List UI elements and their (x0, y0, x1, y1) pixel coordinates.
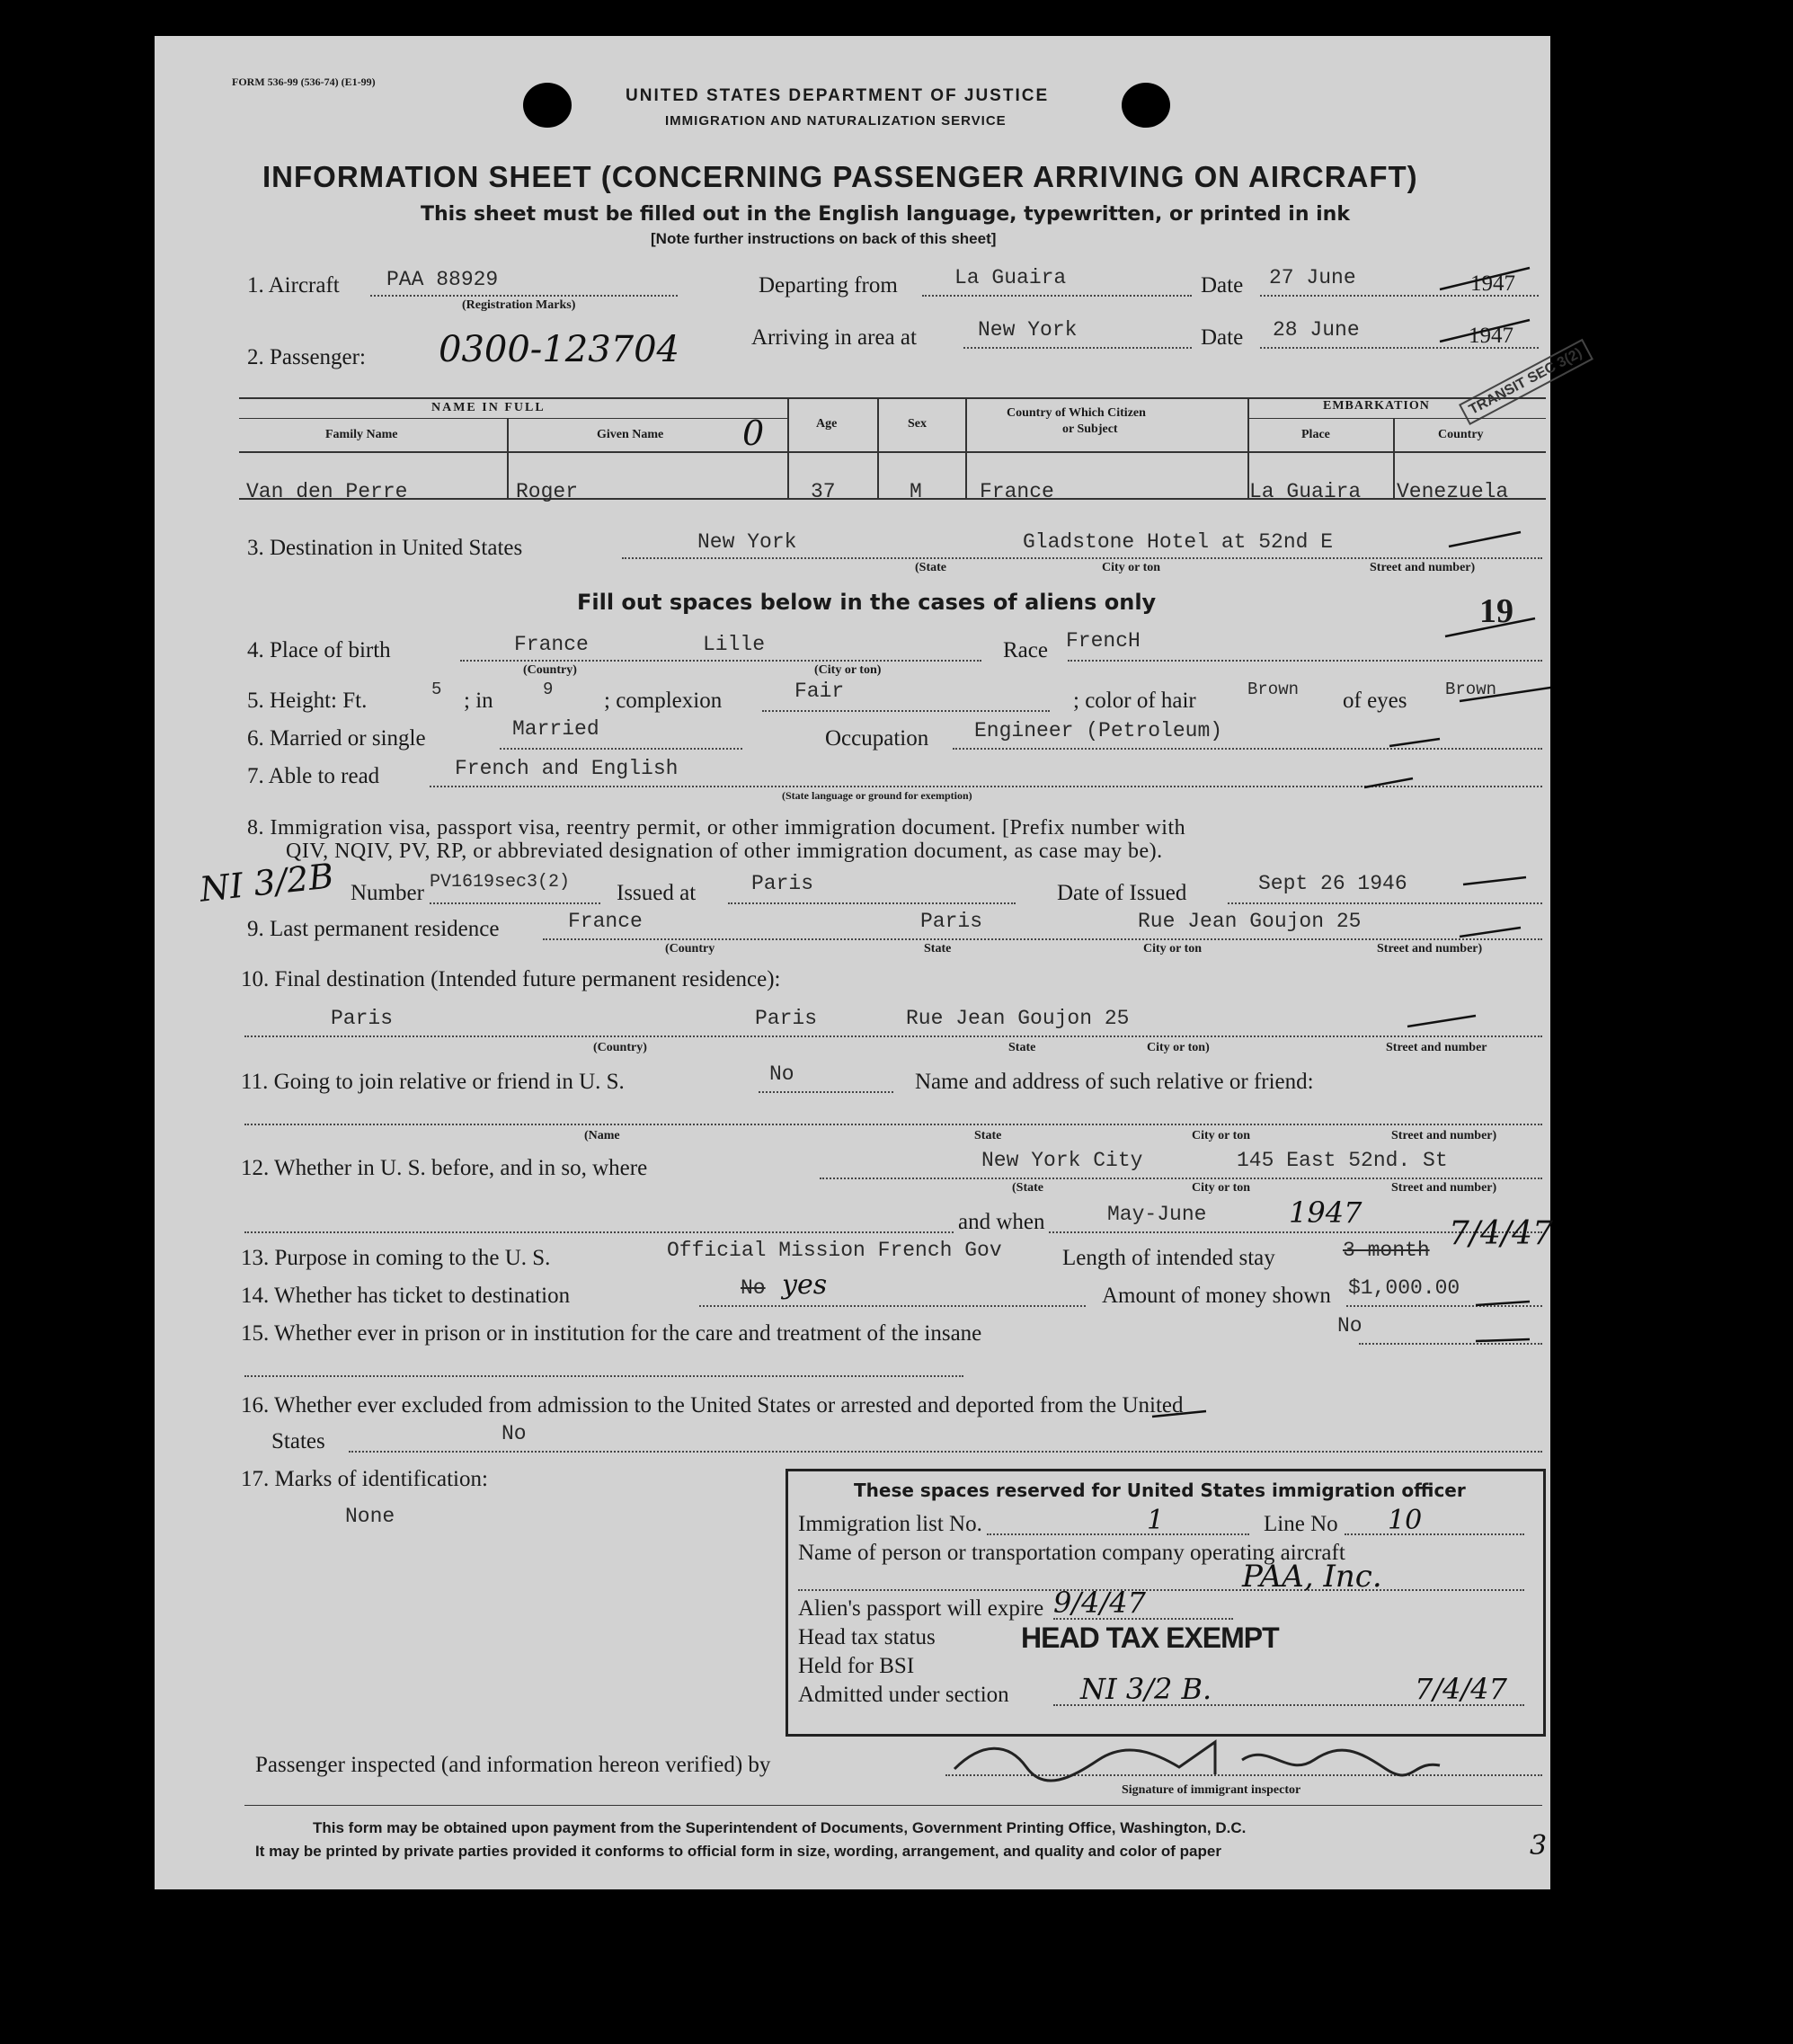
caption-relative-state: State (974, 1129, 1002, 1142)
label-arrive-date: Date (1201, 325, 1244, 350)
label-excluded-1: 16. Whether ever excluded from admission to the United States or arrested and deported from the United (241, 1393, 1184, 1417)
header-name-in-full: NAME IN FULL (431, 401, 546, 414)
header-age: Age (816, 417, 838, 431)
corner-mark: 3 (1530, 1830, 1548, 1862)
value-height-in: 9 (543, 680, 554, 699)
value-prison: No (1337, 1314, 1363, 1337)
label-race: Race (1003, 638, 1048, 662)
value-before-year-hand: 1947 (1289, 1195, 1363, 1230)
caption-before-state: (State (1012, 1181, 1043, 1195)
sheet-number: 19 (1479, 592, 1513, 630)
value-ticket: No (741, 1276, 766, 1300)
label-complexion: ; complexion (604, 689, 723, 713)
header-or-subject: or Subject (1062, 422, 1118, 436)
caption-last-street: Street and number) (1377, 942, 1483, 955)
transit-stamp: TRANSIT SEC 3(2) (1459, 339, 1593, 425)
value-admitted-date: 7/4/47 (1415, 1672, 1507, 1706)
label-whether-before: 12. Whether in U. S. before, and in so, where (241, 1156, 648, 1180)
value-depart-date: 27 June (1269, 266, 1356, 289)
value-citizen-of: France (980, 480, 1054, 503)
caption-last-state: State (924, 942, 952, 955)
label-issued-at: Issued at (617, 881, 697, 905)
caption-dest-street: Street and number) (1370, 561, 1476, 574)
information-sheet (155, 36, 1585, 1889)
label-hair: ; color of hair (1073, 689, 1196, 713)
value-stay-length: 3 month (1343, 1239, 1430, 1262)
form-instructions: This sheet must be filled out in the English language, typewritten, or printed in ink (421, 203, 1350, 226)
label-aircraft: 1. Aircraft (247, 273, 340, 298)
label-purpose: 13. Purpose in coming to the U. S. (241, 1246, 551, 1270)
header-place: Place (1301, 428, 1330, 441)
caption-relative-city: City or ton (1192, 1129, 1251, 1142)
label-and-when: and when (954, 1210, 1049, 1235)
value-height-ft: 5 (431, 680, 442, 699)
value-marital: Married (512, 717, 599, 741)
value-admitted-section: NI 3/2 B. (1080, 1672, 1212, 1706)
label-immigration-visa-1: 8. Immigration visa, passport visa, reentry permit, or other immigration document. [Prefix number with (247, 816, 1186, 840)
label-admitted-under: Admitted under section (798, 1683, 1009, 1707)
service-name: IMMIGRATION AND NATURALIZATION SERVICE (665, 113, 1007, 129)
value-list-no: 1 (1147, 1505, 1165, 1536)
header-country-citizen: Country of Which Citizen (1007, 406, 1146, 420)
caption-final-street: Street and number (1386, 1041, 1487, 1054)
value-before-street: 145 East 52nd. St (1237, 1149, 1448, 1172)
handwritten-section-note: NI 3/2B (198, 856, 336, 910)
value-money: $1,000.00 (1348, 1276, 1460, 1300)
value-complexion: Fair (794, 680, 845, 703)
agency-name: UNITED STATES DEPARTMENT OF JUSTICE (626, 86, 1050, 105)
caption-before-city: City or ton (1192, 1181, 1251, 1195)
form-title: INFORMATION SHEET (CONCERNING PASSENGER ARRIVING ON AIRCRAFT) (262, 160, 1418, 193)
value-arrive-year: 1947 (1469, 324, 1513, 348)
label-immigration-list: Immigration list No. (798, 1512, 982, 1536)
value-excluded: No (502, 1422, 527, 1445)
header-country: Country (1438, 428, 1484, 441)
aliens-only-heading: Fill out spaces below in the cases of aliens only (577, 590, 1157, 615)
header-family-name: Family Name (325, 428, 398, 441)
header-embarkation: EMBARKATION (1323, 399, 1430, 413)
label-prison: 15. Whether ever in prison or in institution for the care and treatment of the insane (241, 1321, 982, 1346)
label-final-destination: 10. Final destination (Intended future permanent residence): (241, 967, 781, 991)
value-race: FrencH (1066, 629, 1141, 653)
footer-line-2: It may be printed by private parties provided it conforms to official form in size, wording, arrangement, and quality and color of paper (255, 1843, 1221, 1860)
value-final-state: Paris (755, 1007, 818, 1030)
label-registration-marks: (Registration Marks) (462, 298, 576, 312)
value-sex: M (910, 480, 922, 503)
label-passport-expire: Alien's passport will expire (798, 1596, 1044, 1621)
label-able-to-read: 7. Able to read (247, 764, 380, 788)
value-given-name: Roger (516, 480, 579, 503)
value-ticket-hand: yes (782, 1269, 828, 1301)
value-depart-year: 1947 (1470, 271, 1515, 296)
caption-dest-state: (State (915, 561, 946, 574)
value-birth-city: Lille (703, 633, 766, 656)
label-ticket: 14. Whether has ticket to destination (241, 1284, 571, 1308)
value-last-city: Paris (920, 910, 983, 933)
label-inspected: Passenger inspected (and information hereon verified) by (255, 1753, 771, 1777)
value-last-country: France (568, 910, 643, 933)
value-final-street: Rue Jean Goujon 25 (906, 1007, 1130, 1030)
caption-birth-country: (Country) (523, 663, 577, 677)
value-hair: Brown (1247, 680, 1300, 699)
caption-dest-city: City or ton (1102, 561, 1161, 574)
value-occupation: Engineer (Petroleum) (974, 719, 1223, 742)
value-final-country: Paris (331, 1007, 394, 1030)
pen-strokes (155, 36, 1550, 1889)
label-arriving-area: Arriving in area at (751, 325, 917, 350)
form-number: FORM 536-99 (536-74) (E1-99) (232, 76, 376, 88)
officer-box-header: These spaces reserved for United States immigration officer (854, 1480, 1466, 1501)
caption-final-city: City or ton) (1147, 1041, 1210, 1054)
value-join-relative: No (769, 1062, 794, 1086)
value-dest-street: Gladstone Hotel at 52nd E (1023, 530, 1334, 554)
label-married: 6. Married or single (247, 726, 426, 751)
value-arrive-date: 28 June (1273, 318, 1360, 342)
value-eyes: Brown (1445, 680, 1497, 699)
label-held-bsi: Held for BSI (798, 1654, 915, 1678)
caption-last-country: (Country (665, 942, 715, 955)
label-occupation: Occupation (825, 726, 929, 751)
label-height-in: ; in (464, 689, 493, 713)
value-before-when: May-June (1107, 1203, 1207, 1226)
form-note: [Note further instructions on back of this sheet] (651, 230, 997, 247)
value-last-street: Rue Jean Goujon 25 (1138, 910, 1362, 933)
value-issued-at: Paris (751, 872, 814, 895)
value-marks: None (345, 1505, 395, 1528)
value-passenger-number: 0300-123704 (439, 329, 680, 370)
value-family-name: Van den Perre (246, 480, 408, 503)
label-passenger: 2. Passenger: (247, 345, 366, 369)
value-date-issued: Sept 26 1946 (1258, 872, 1407, 895)
value-birth-country: France (514, 633, 589, 656)
label-name-address-relative: Name and address of such relative or friend: (915, 1070, 1314, 1094)
label-line-no: Line No (1264, 1512, 1338, 1536)
caption-final-country: (Country) (593, 1041, 647, 1054)
value-dest-state: New York (697, 530, 797, 554)
label-depart-date: Date (1201, 273, 1244, 298)
label-date-issued: Date of Issued (1057, 881, 1187, 905)
value-languages: French and English (455, 757, 679, 780)
label-going-to-join: 11. Going to join relative or friend in U. S. (241, 1070, 625, 1094)
label-immigration-visa-2: QIV, NQIV, PV, RP, or abbreviated designation of other immigration document, as case may be). (286, 840, 1163, 863)
header-sex: Sex (908, 417, 927, 431)
value-line-no: 10 (1388, 1505, 1423, 1536)
value-embark-country: Venezuela (1397, 480, 1509, 503)
caption-before-street: Street and number) (1391, 1181, 1497, 1195)
value-operating-company: PAA, Inc. (1242, 1559, 1382, 1595)
caption-state-language: (State language or ground for exemption) (782, 789, 972, 802)
caption-relative-street: Street and number) (1391, 1129, 1497, 1142)
value-visa-number: PV1619sec3(2) (430, 872, 571, 893)
label-last-residence: 9. Last permanent residence (247, 917, 500, 941)
label-departing-from: Departing from (759, 273, 898, 298)
caption-last-city: City or ton (1143, 942, 1203, 955)
label-operating-company: Name of person or transportation company operating aircraft (798, 1541, 1345, 1565)
label-excluded-2: States (271, 1429, 325, 1453)
value-departing-from: La Guaira (954, 266, 1067, 289)
caption-signature: Signature of immigrant inspector (1122, 1783, 1301, 1797)
label-height: 5. Height: Ft. (247, 689, 368, 713)
label-visa-number: Number (351, 881, 424, 905)
caption-final-state: State (1008, 1041, 1036, 1054)
footer-line-1: This form may be obtained upon payment from the Superintendent of Documents, Government Printing Office, Washington, D.C. (313, 1819, 1247, 1836)
label-head-tax: Head tax status (798, 1625, 936, 1649)
value-stay-hand: 7/4/47 (1449, 1215, 1553, 1252)
label-place-of-birth: 4. Place of birth (247, 638, 391, 662)
label-money: Amount of money shown (1102, 1284, 1331, 1308)
handwritten-zero: 0 (742, 413, 765, 453)
head-tax-stamp: HEAD TAX EXEMPT (1021, 1622, 1279, 1654)
value-age: 37 (811, 480, 836, 503)
label-length-stay: Length of intended stay (1062, 1246, 1275, 1270)
label-marks: 17. Marks of identification: (241, 1467, 488, 1491)
value-embark-place: La Guaira (1249, 480, 1362, 503)
value-aircraft: PAA 88929 (386, 268, 499, 291)
value-passport-expire: 9/4/47 (1053, 1586, 1146, 1620)
label-eyes: of eyes (1343, 689, 1407, 713)
label-destination: 3. Destination in United States (247, 536, 523, 560)
header-given-name: Given Name (597, 428, 664, 441)
caption-birth-city: (City or ton) (814, 663, 882, 677)
value-arriving-area: New York (978, 318, 1078, 342)
caption-relative-name: (Name (584, 1129, 620, 1142)
value-purpose: Official Mission French Gov (667, 1239, 1002, 1262)
value-before-city: New York City (981, 1149, 1143, 1172)
